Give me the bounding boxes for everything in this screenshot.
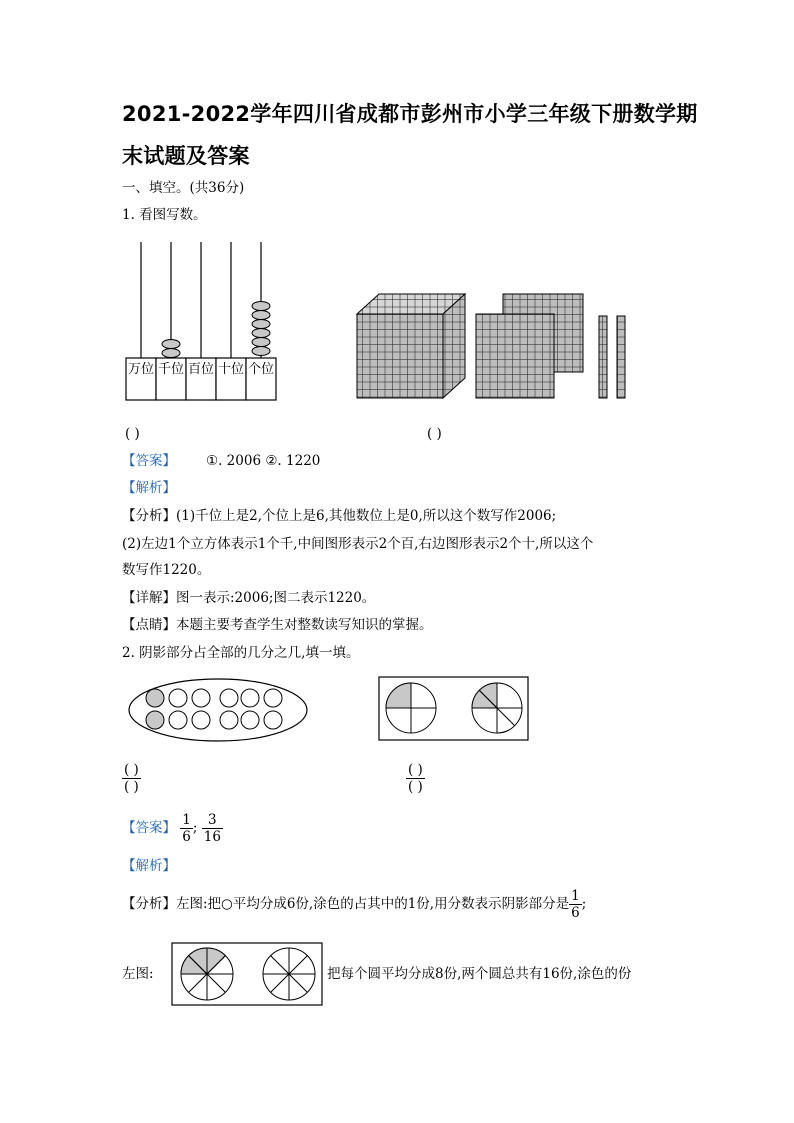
base-ten-blocks-figure — [355, 292, 635, 402]
q1-xiangjie — [122, 588, 375, 608]
numerator: 1 — [182, 812, 191, 828]
question-2-label: 2. 阴影部分占全部的几分之几,填一填。 — [122, 645, 360, 661]
blank-denominator: ( ) — [124, 779, 139, 795]
q2-fenxi — [122, 886, 586, 922]
answer-tag: 【答案】 — [122, 820, 176, 836]
answer-fraction-2 — [202, 812, 223, 845]
left-figure-label: 左图: — [122, 966, 154, 982]
xiangjie-text: 图一表示:2006;图二表示1220。 — [176, 590, 376, 606]
fenxi-end: ; — [581, 896, 587, 912]
abacus-place-bai: 百位 — [187, 362, 214, 377]
dianjing-tag: 【点睛】 — [122, 617, 176, 633]
blank-numerator: ( ) — [408, 762, 423, 778]
abacus-place-qian: 千位 — [157, 362, 184, 377]
page-title-line2: 末试题及答案 — [122, 144, 250, 168]
q1-fenxi — [122, 506, 556, 526]
section-heading: 一、填空。(共36分) — [122, 180, 245, 196]
q1-dianjing — [122, 615, 433, 635]
fenxi-text: 左图:把○平均分成6份,涂色的占其中的1份,用分数表示阴影部分是 — [176, 896, 570, 912]
fenxi-tag: 【分析】 — [122, 896, 176, 912]
answer-fraction-1 — [180, 812, 193, 845]
q1-blank-right: ( ) — [427, 426, 442, 442]
circles-ellipse-figure — [126, 676, 310, 746]
answer-text: ①. 2006 ②. 1220 — [206, 453, 321, 469]
separator: ; — [192, 820, 198, 836]
denominator: 6 — [571, 905, 580, 921]
question-1-label: 1. 看图写数。 — [122, 207, 207, 223]
circles-box-figure — [378, 676, 530, 742]
q1-answer — [122, 451, 320, 471]
q1-analysis-tag: 【解析】 — [122, 480, 176, 496]
denominator: 16 — [203, 829, 221, 845]
blank-numerator: ( ) — [124, 762, 139, 778]
q2-answer — [122, 810, 223, 846]
abacus-place-ge: 个位 — [247, 362, 274, 377]
q2-blank-fraction-right — [406, 762, 425, 795]
fenxi-tag: 【分析】 — [122, 508, 176, 524]
numerator: 1 — [571, 888, 580, 904]
abacus-place-shi: 十位 — [217, 362, 244, 377]
q2-analysis-tag: 【解析】 — [122, 858, 176, 874]
denominator: 6 — [182, 829, 191, 845]
fenxi-fraction — [569, 888, 582, 921]
q2-tail-text: 把每个圆平均分成8份,两个圆总共有16份,涂色的份 — [327, 966, 632, 982]
answer-tag: 【答案】 — [122, 453, 176, 469]
numerator: 3 — [202, 812, 223, 829]
eighths-circles-figure — [171, 942, 323, 1006]
q1-blank-left: ( ) — [125, 426, 140, 442]
dianjing-text: 本题主要考查学生对整数读写知识的掌握。 — [176, 617, 433, 633]
xiangjie-tag: 【详解】 — [122, 590, 176, 606]
fenxi-text: (1)千位上是2,个位上是6,其他数位上是0,所以这个数写作2006; — [176, 508, 557, 524]
q1-fenxi-line3: 数写作1220。 — [122, 562, 211, 578]
q1-fenxi-line2: (2)左边1个立方体表示1个千,中间图形表示2个百,右边图形表示2个十,所以这个 — [122, 536, 594, 552]
abacus-place-wan: 万位 — [127, 362, 154, 377]
page-title-line1: 2021-2022学年四川省成都市彭州市小学三年级下册数学期 — [122, 102, 698, 126]
q2-blank-fraction-left — [122, 762, 141, 795]
blank-denominator: ( ) — [408, 779, 423, 795]
